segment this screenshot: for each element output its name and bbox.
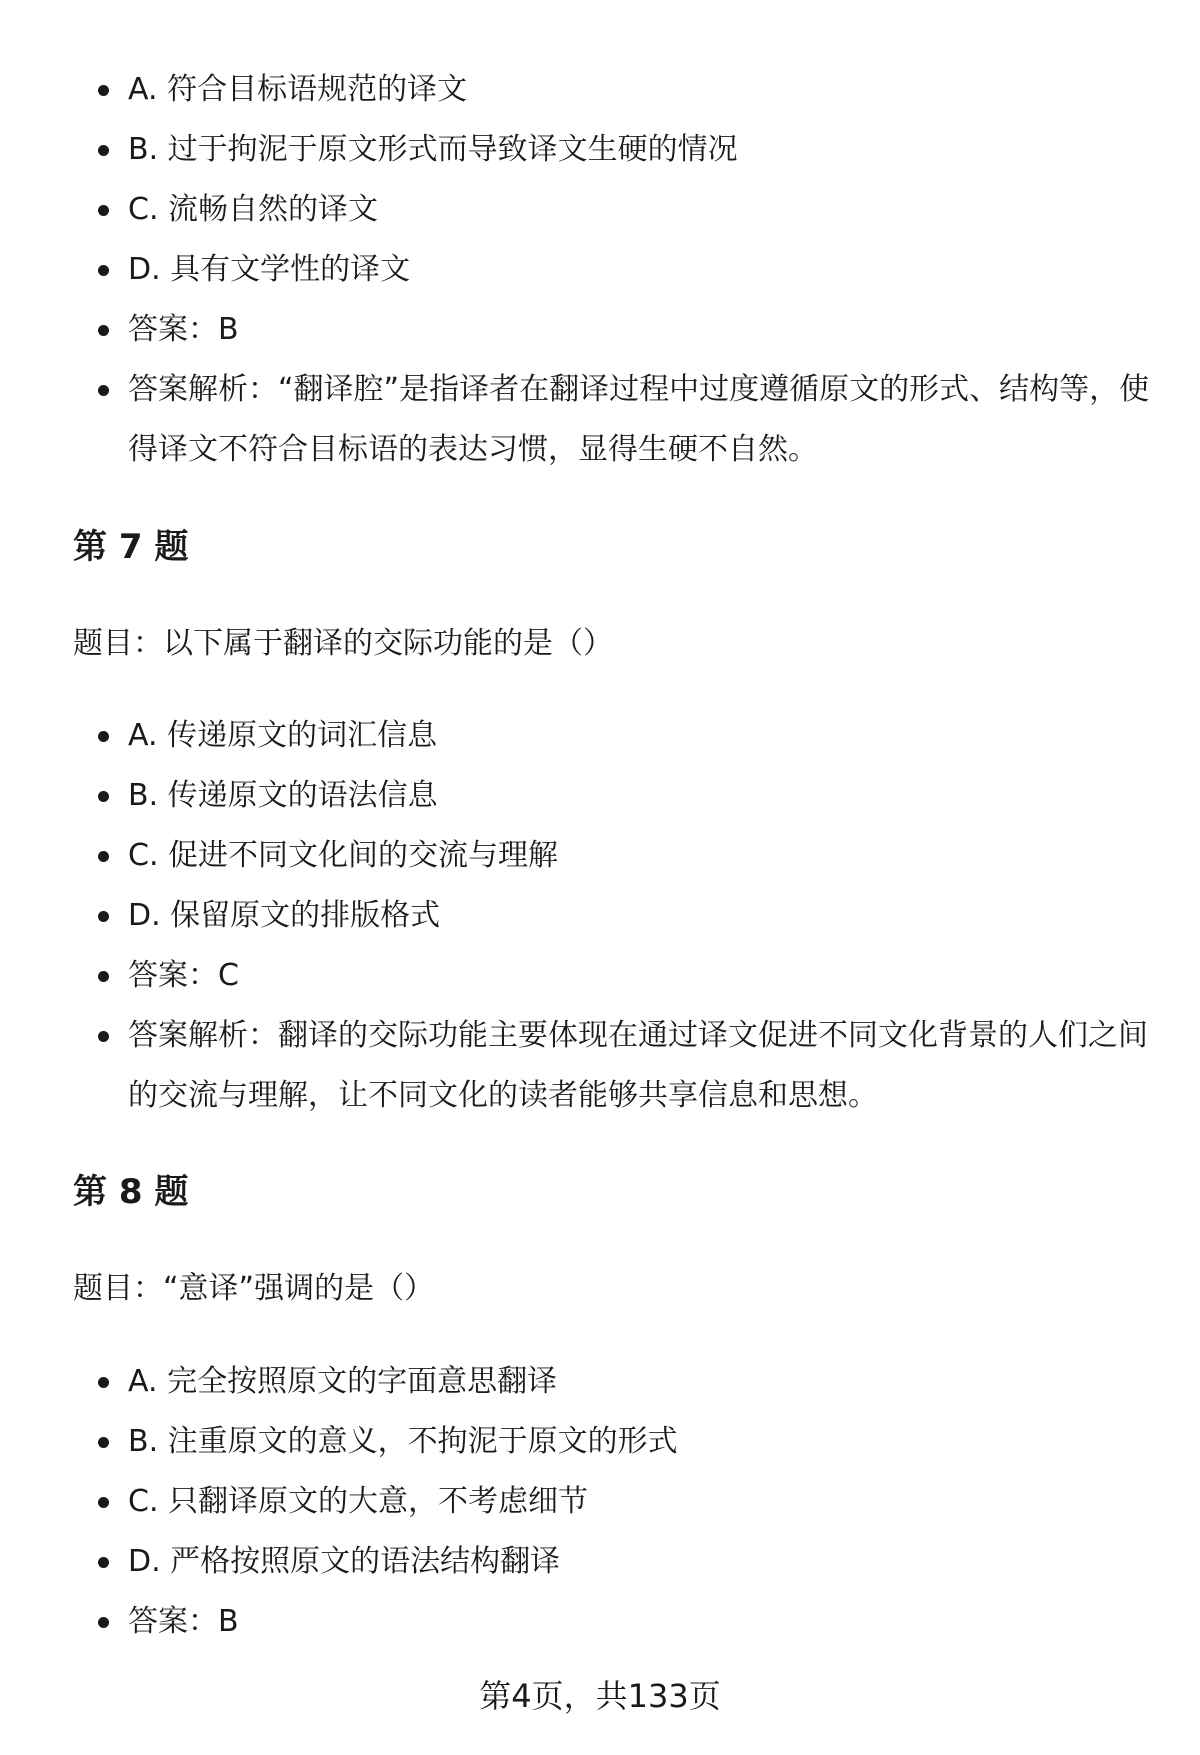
q7-option-c: C. 促进不同文化间的交流与理解 [0,826,1200,886]
q8-option-b: B. 注重原文的意义，不拘泥于原文的形式 [0,1412,1200,1472]
q7-heading: 第 7 题 [73,527,189,567]
q6-option-b: B. 过于拘泥于原文形式而导致译文生硬的情况 [0,120,1200,180]
question-7-options [0,706,1200,1126]
q7-option-d: D. 保留原文的排版格式 [0,886,1200,946]
q8-option-d: D. 严格按照原文的语法结构翻译 [0,1532,1200,1592]
question-6-options [0,60,1200,480]
q6-answer: 答案：B [0,300,1200,360]
q6-option-d: D. 具有文学性的译文 [0,240,1200,300]
q6-explanation: 答案解析：“翻译腔”是指译者在翻译过程中过度遵循原文的形式、结构等，使得译文不符合目标语的表达习惯，显得生硬不自然。 [0,360,1200,480]
page-footer: 第4页，共133页 [479,1677,721,1715]
q6-option-c: C. 流畅自然的译文 [0,180,1200,240]
question-8-options [0,1352,1200,1652]
q7-option-b: B. 传递原文的语法信息 [0,766,1200,826]
q7-option-a: A. 传递原文的词汇信息 [0,706,1200,766]
q7-explanation: 答案解析：翻译的交际功能主要体现在通过译文促进不同文化背景的人们之间的交流与理解，让不同文化的读者能够共享信息和思想。 [0,1006,1200,1126]
q8-option-a: A. 完全按照原文的字面意思翻译 [0,1352,1200,1412]
q8-option-c: C. 只翻译原文的大意，不考虑细节 [0,1472,1200,1532]
q7-answer: 答案：C [0,946,1200,1006]
q7-option-list [0,706,1200,1126]
q6-option-a: A. 符合目标语规范的译文 [0,60,1200,120]
q8-answer: 答案：B [0,1592,1200,1652]
q6-option-list [0,60,1200,480]
q7-stem: 题目：以下属于翻译的交际功能的是（） [73,626,613,661]
q8-option-list [0,1352,1200,1652]
q8-stem: 题目：“意译”强调的是（） [73,1271,435,1306]
q8-heading: 第 8 题 [73,1172,189,1212]
